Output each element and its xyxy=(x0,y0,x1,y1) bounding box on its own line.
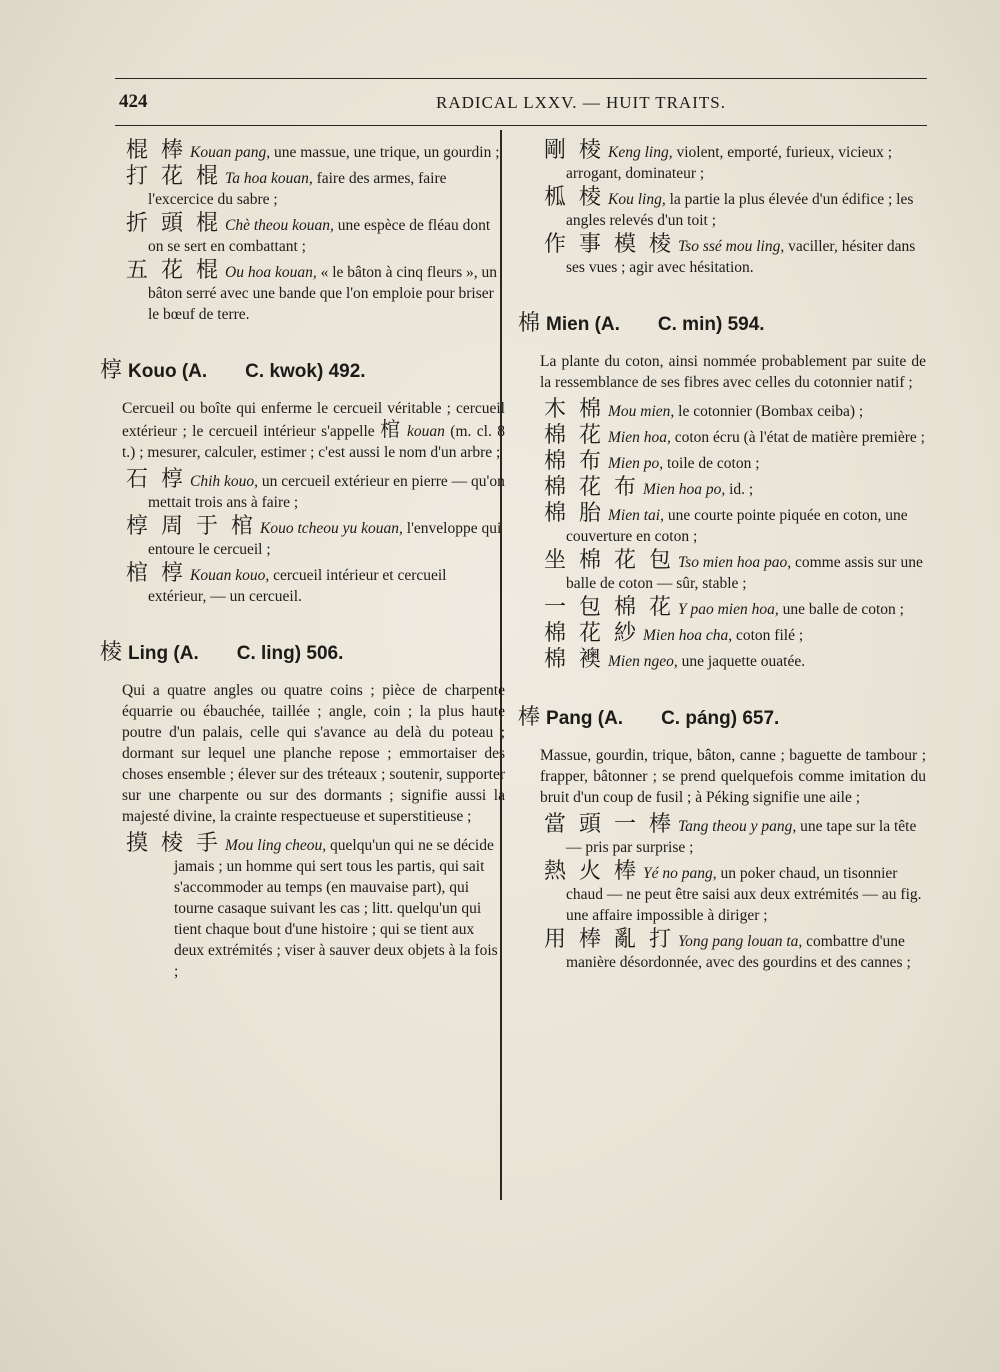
compound-characters: 棉 花 紗 xyxy=(544,621,639,646)
compound-characters: 木 棉 xyxy=(544,397,604,422)
heading-cantonese: C. páng) 657. xyxy=(661,708,780,729)
compound-entry xyxy=(518,399,926,422)
compound-entry xyxy=(518,929,926,973)
compound-characters: 棍 棒 xyxy=(126,138,186,163)
compound-entry xyxy=(100,469,505,513)
compound-romanization: Mien hoa cha, xyxy=(643,627,733,644)
compound-definition: « le bâton à cinq fleurs », un bâton serré avec une bande que l'on emploie pour briser le bœuf de terre. xyxy=(148,264,498,323)
left-entries-top xyxy=(100,140,505,325)
compound-entry xyxy=(518,187,926,231)
definition-kouo: Cercueil ou boîte qui enferme le cercueil véritable ; cercueil extérieur ; le cercueil intérieur s'appelle 棺 kouan (m. cl. 8 t.) ; mesurer, calculer, estimer ; c'est aussi le nom d'un arbre ; xyxy=(122,400,506,461)
compound-romanization: Kouan kouo, xyxy=(190,567,270,584)
heading-romanization: Kouo (A. xyxy=(128,361,208,382)
compound-definition: id. ; xyxy=(725,481,754,498)
compound-definition: toile de coton ; xyxy=(663,455,760,472)
compound-characters: 摸 棱 手 xyxy=(126,831,221,856)
heading-romanization: Pang (A. xyxy=(546,708,624,729)
compound-entry xyxy=(518,597,926,620)
compound-entry xyxy=(100,833,505,982)
compound-romanization: Mien po, xyxy=(608,455,664,472)
compound-definition: la partie la plus élevée d'un édifice ; les angles relevés d'un toit ; xyxy=(566,191,914,229)
compound-definition: coton filé ; xyxy=(732,627,804,644)
compound-definition: une tape sur la tête — pris par surprise ; xyxy=(566,818,917,856)
compound-characters: 柧 棱 xyxy=(544,185,604,210)
compound-romanization: Yé no pang, xyxy=(643,865,717,882)
page-header xyxy=(115,78,927,126)
definition-pang: Massue, gourdin, trique, bâton, canne ; baguette de tambour ; frapper, bâtonner ; se prend quelquefois comme imitation du bruit d'un coup de fusil ; à Péking signifie une aile ; xyxy=(540,747,926,806)
compound-romanization: Mien hoa, xyxy=(608,429,671,446)
compound-definition: comme assis sur une balle de coton — sûr, stable ; xyxy=(566,554,923,592)
compound-definition: une massue, une trique, un gourdin ; xyxy=(270,144,500,161)
entry-heading-pang xyxy=(518,700,926,731)
compound-entry xyxy=(100,563,505,607)
compound-definition: l'enveloppe qui entoure le cercueil ; xyxy=(148,520,502,558)
heading-character: 椁 xyxy=(100,358,123,383)
compound-characters: 棺 椁 xyxy=(126,561,186,586)
compound-characters: 棉 花 xyxy=(544,423,604,448)
compound-romanization: Ou hoa kouan, xyxy=(225,264,317,281)
definition-mien: La plante du coton, ainsi nommée probablement par suite de la ressemblance de ses fibres avec celles du cotonnier natif ; xyxy=(540,353,926,391)
compound-entry xyxy=(518,550,926,594)
compound-characters: 椁 周 于 棺 xyxy=(126,514,256,539)
compound-definition: un poker chaud, un tisonnier chaud — ne peut être saisi aux deux extrémités — au fig. une affaire impossible à diriger ; xyxy=(566,865,922,924)
compound-romanization: Tso mien hoa pao, xyxy=(677,554,792,571)
compound-definition: un cercueil extérieur en pierre — qu'on mettait trois ans à faire ; xyxy=(148,473,505,511)
compound-romanization: Keng ling, xyxy=(608,144,673,161)
compound-entry xyxy=(518,140,926,184)
compound-entry xyxy=(100,213,505,257)
compound-romanization: Y pao mien hoa, xyxy=(677,601,779,618)
right-column xyxy=(518,140,926,976)
definition-ling: Qui a quatre angles ou quatre coins ; pièce de charpente équarrie ou ébauchée, taillée ; angle, coin ; la plus haute poutre d'un palais, celle qui s'avance au delà du poteau ; dormant sur lequel une planche repose ; emmortaiser des choses ensemble ; élever sur des tréteaux ; soutenir, supporter sur une charpente ou sur des dormants ; signifie aussi la majesté divine, la crainte respectueuse et superstitieuse ; xyxy=(122,682,505,825)
compound-romanization: Mou mien, xyxy=(608,403,675,420)
compound-characters: 坐 棉 花 包 xyxy=(544,548,674,573)
running-title: RADICAL LXXV. — HUIT TRAITS. xyxy=(436,93,726,112)
compound-characters: 棉 襖 xyxy=(544,647,604,672)
compound-definition: une espèce de fléau dont on se sert en combattant ; xyxy=(148,217,491,255)
compound-definition: une balle de coton ; xyxy=(778,601,904,618)
entry-heading-kouo xyxy=(100,353,505,384)
compound-definition: violent, emporté, furieux, vicieux ; arrogant, dominateur ; xyxy=(566,144,893,182)
compound-definition: vaciller, hésiter dans ses vues ; agir avec hésitation. xyxy=(566,238,916,276)
heading-cantonese: C. kwok) 492. xyxy=(245,361,366,382)
compound-romanization: Kouan pang, xyxy=(190,144,271,161)
compound-entry xyxy=(518,451,926,474)
compound-characters: 用 棒 亂 打 xyxy=(544,927,674,952)
compound-definition: coton écru (à l'état de matière première ; xyxy=(670,429,925,446)
compound-romanization: Kouo tcheou yu kouan, xyxy=(259,520,403,537)
compound-characters: 當 頭 一 棒 xyxy=(544,812,674,837)
compound-definition: le cotonnier (Bombax ceiba) ; xyxy=(674,403,864,420)
compound-romanization: Mien ngeo, xyxy=(608,653,678,670)
compound-characters: 石 椁 xyxy=(126,467,186,492)
compound-entry xyxy=(518,234,926,278)
compound-entry xyxy=(518,623,926,646)
compound-definition: une courte pointe piquée en coton, une couverture en coton ; xyxy=(566,507,908,545)
compound-characters: 作 事 模 棱 xyxy=(544,232,674,257)
compound-definition: une jaquette ouatée. xyxy=(677,653,806,670)
heading-romanization: Ling (A. xyxy=(128,643,199,664)
compound-characters: 折 頭 棍 xyxy=(126,211,221,236)
compound-romanization: Mien tai, xyxy=(608,507,664,524)
compound-characters: 棉 花 布 xyxy=(544,475,639,500)
heading-character: 棱 xyxy=(100,640,123,665)
compound-romanization: Mou ling cheou, xyxy=(225,837,327,854)
mien-compounds xyxy=(518,399,926,672)
compound-entry xyxy=(518,503,926,547)
compound-romanization: Chè theou kouan, xyxy=(225,217,334,234)
compound-romanization: Kou ling, xyxy=(608,191,666,208)
compound-characters: 打 花 棍 xyxy=(126,164,221,189)
left-column xyxy=(100,140,505,985)
compound-romanization: Yong pang louan ta, xyxy=(677,933,803,950)
heading-cantonese: C. min) 594. xyxy=(657,314,765,335)
compound-characters: 五 花 棍 xyxy=(126,258,221,283)
compound-entry xyxy=(100,166,505,210)
compound-romanization: Tso ssé mou ling, xyxy=(677,238,785,255)
compound-entry xyxy=(100,260,505,325)
compound-characters: 熱 火 棒 xyxy=(544,859,639,884)
compound-entry xyxy=(518,477,926,500)
pang-compounds xyxy=(518,814,926,973)
compound-entry xyxy=(100,516,505,560)
heading-cantonese: C. ling) 506. xyxy=(236,643,344,664)
kouo-compounds xyxy=(100,469,505,607)
compound-definition: combattre d'une manière désordonnée, avec des gourdins et des cannes ; xyxy=(566,933,911,971)
compound-characters: 棉 布 xyxy=(544,449,604,474)
compound-definition: quelqu'un qui ne se décide jamais ; un homme qui sert tous les partis, qui sait s'accommoder au temps (en mauvaise part), qui tourne casaque suivant les cas ; litt. quelqu'un qui tient chaque bout d'une histoire ; qui se tient aux deux extrémités ; viser à sauver deux objets à la fois ; xyxy=(174,837,498,980)
heading-character: 棒 xyxy=(518,705,541,730)
compound-definition: cercueil intérieur et cercueil extérieur, — un cercueil. xyxy=(148,567,447,605)
compound-entry xyxy=(518,814,926,858)
entry-heading-mien xyxy=(518,306,926,337)
heading-character: 棉 xyxy=(518,311,541,336)
entry-heading-ling xyxy=(100,635,505,666)
heading-romanization: Mien (A. xyxy=(546,314,620,335)
compound-entry xyxy=(100,140,505,163)
compound-definition: faire des armes, faire l'excercice du sabre ; xyxy=(148,170,447,208)
compound-romanization: Chih kouo, xyxy=(190,473,259,490)
compound-characters: 棉 胎 xyxy=(544,501,604,526)
compound-romanization: Ta hoa kouan, xyxy=(225,170,313,187)
compound-characters: 一 包 棉 花 xyxy=(544,595,674,620)
ling-compounds xyxy=(100,833,505,982)
compound-characters: 剛 棱 xyxy=(544,138,604,163)
compound-romanization: Tang theou y pang, xyxy=(677,818,797,835)
compound-entry xyxy=(518,649,926,672)
compound-romanization: Mien hoa po, xyxy=(643,481,726,498)
compound-entry xyxy=(518,425,926,448)
right-entries-top xyxy=(518,140,926,278)
compound-entry xyxy=(518,861,926,926)
page-number: 424 xyxy=(119,91,148,112)
